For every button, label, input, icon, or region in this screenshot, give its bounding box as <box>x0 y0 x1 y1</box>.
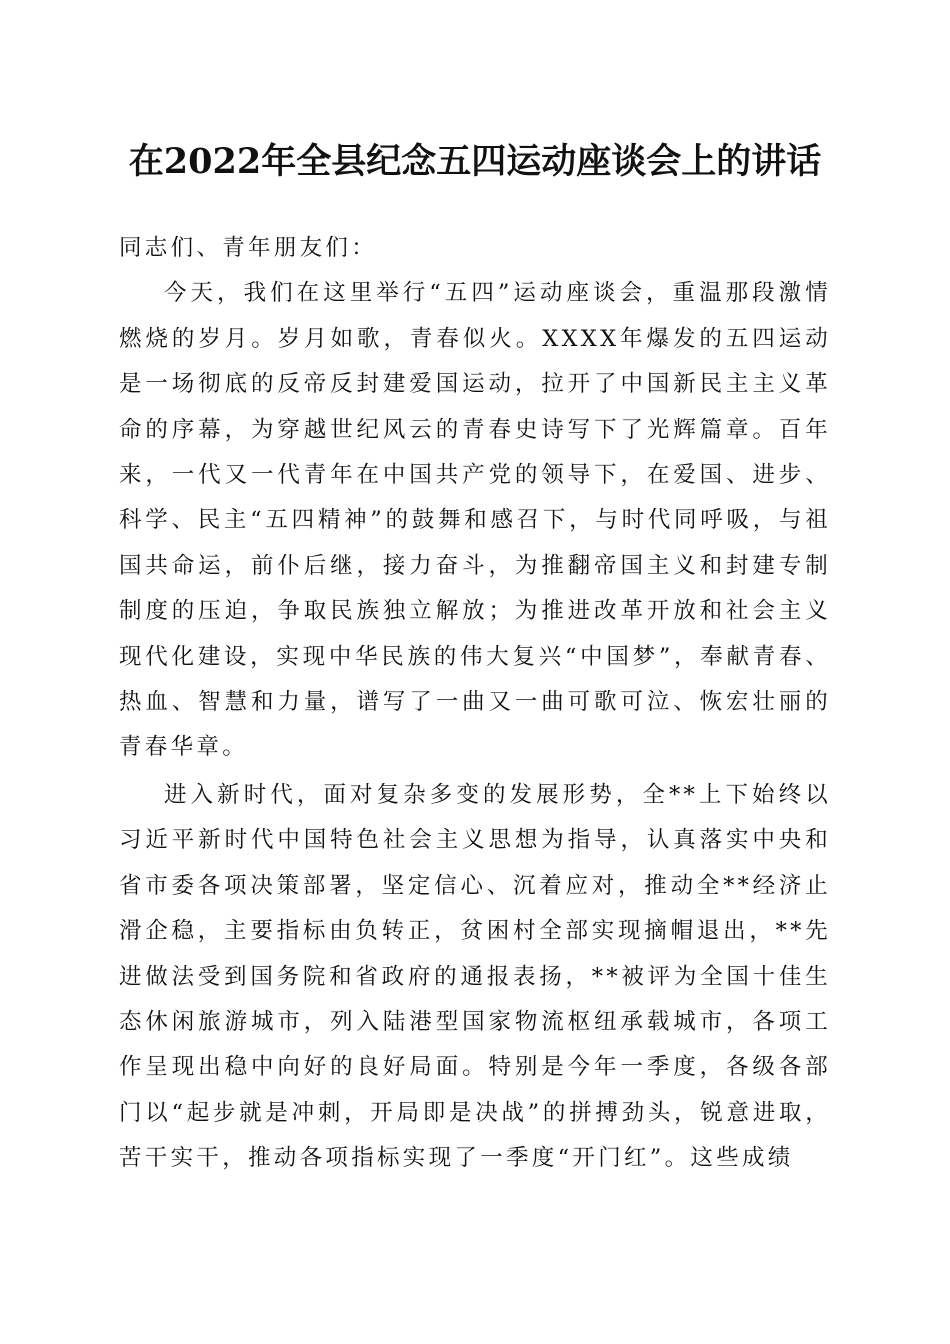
paragraph-2: 进入新时代，面对复杂多变的发展形势，全**上下始终以习近平新时代中国特色社会主义思想为指导，认真落实中央和省市委各项决策部署，坚定信心、沉着应对，推动全**经济止滑企稳，主要指标由负转正，贫困村全部实现摘帽退出，**先进做法受到国务院和省政府的通报表扬，**被评为全国十佳生态休闲旅游城市，列入陆港型国家物流枢纽承载城市，各项工作呈现出稳中向好的良好局面。特别是今年一季度，各级各部门以“起步就是冲刺，开局即是决战”的拼搏劲头，锐意进取，苦干实干，推动各项指标实现了一季度“开门红”。这些成绩 <box>119 781 831 1172</box>
document-title: 在2022年全县纪念五四运动座谈会上的讲话 <box>128 141 822 182</box>
salutation: 同志们、青年朋友们： <box>119 235 378 261</box>
paragraph-1: 今天，我们在这里举行“五四”运动座谈会，重温那段激情燃烧的岁月。岁月如歌，青春似火。XXXX年爆发的五四运动是一场彻底的反帝反封建爱国运动，拉开了中国新民主主义革命的序幕，为穿越世纪风云的青春史诗写下了光辉篇章。百年来，一代又一代青年在中国共产党的领导下，在爱国、进步、科学、民主“五四精神”的鼓舞和感召下，与时代同呼吸，与祖国共命运，前仆后继，接力奋斗，为推翻帝国主义和封建专制制度的压迫，争取民族独立解放；为推进改革开放和社会主义现代化建设，实现中华民族的伟大复兴“中国梦”，奉献青春、热血、智慧和力量，谱写了一曲又一曲可歌可泣、恢宏壮丽的青春华章。 <box>119 280 831 761</box>
document-body <box>119 226 831 1182</box>
